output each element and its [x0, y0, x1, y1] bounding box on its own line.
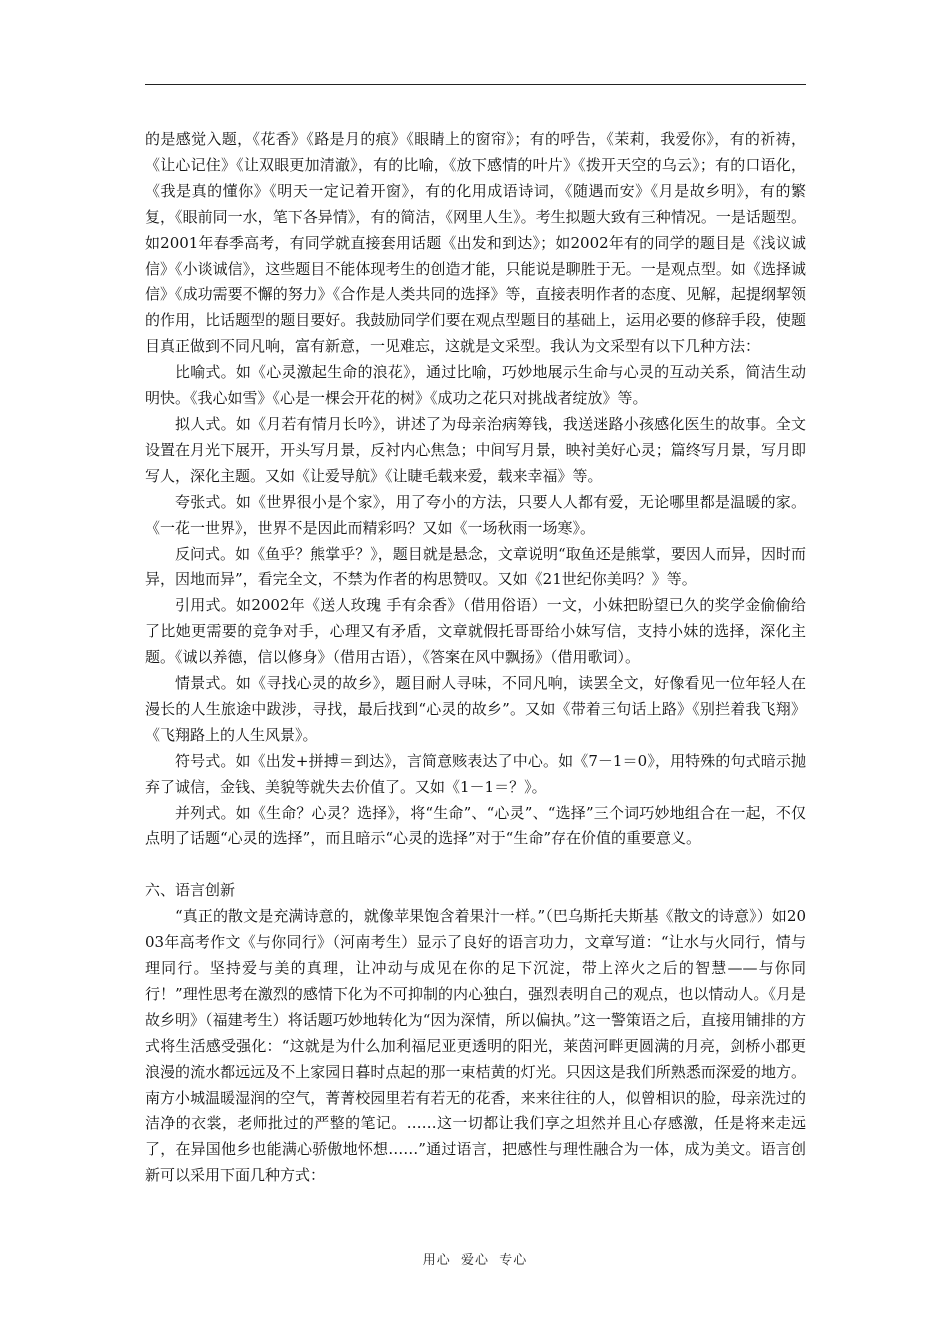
header-rule: [145, 84, 806, 85]
paragraph-gap: [145, 852, 806, 878]
section-paragraph: “真正的散文是充满诗意的，就像苹果饱含着果汁一样。”（巴乌斯托夫斯基《散文的诗意》）如2003年高考作文《与你同行》（河南考生）显示了良好的语言功力，文章写道：“让水与火同行，情与理同行。坚持爱与美的真理，让冲动与成见在你的足下沉淀，带上淬火之后的智慧——与你同行！”理性思考在激烈的感情下化为不可抑制的内心独白，强烈表明自己的观点，也以情动人。《月是故乡明》（福建考生）将话题巧妙地转化为“因为深情，所以偏执。”这一警策语之后，直接用铺排的方式将生活感受强化：“这就是为什么加利福尼亚更透明的阳光，莱茵河畔更圆满的月亮，剑桥小郡更浪漫的流水都远远及不上家园日暮时点起的那一束桔黄的灯光。只因这是我们所熟悉而深爱的地方。南方小城温暖湿润的空气，菁菁校园里若有若无的花香，来来往往的人，似曾相识的脸，母亲洗过的洁净的衣裳，老师批过的严整的笔记。……这一切都让我们享之坦然并且心存感激，任是将来走远了，在异国他乡也能满心骄傲地怀想……”通过语言，把感性与理性融合为一体，成为美文。语言创新可以采用下面几种方式：: [145, 907, 806, 1185]
section-title: 六、语言创新: [145, 881, 236, 900]
body-paragraph: 反问式。如《鱼乎？熊掌乎？》，题目就是悬念，文章说明“取鱼还是熊掌，要因人而异，因时而异，因地而异”，看完全文，不禁为作者的构思赞叹。又如《21世纪你美吗？》等。: [145, 544, 806, 589]
body-paragraph: 拟人式。如《月若有情月长吟》，讲述了为母亲治病筹钱，我送迷路小孩感化医生的故事。全文设置在月光下展开，开头写月景，反衬内心焦急；中间写月景，映衬美好心灵；篇终写月景，写月即写人，深化主题。又如《让爱导航》《让睫毛载来爱，载来幸福》等。: [145, 414, 806, 485]
body-paragraph: 情景式。如《寻找心灵的故乡》，题目耐人寻味，不同凡响，读罢全文，好像看见一位年轻人在漫长的人生旅途中跋涉，寻找，最后找到“心灵的故乡”。又如《带着三句话上路》《别拦着我飞翔》《飞翔路上的人生风景》。: [145, 674, 806, 744]
body-paragraph: 符号式。如《出发+拼搏＝到达》，言简意赅表达了中心。如《7－1＝0》，用特殊的句式暗示抛弃了诚信，金钱、美貌等就失去价值了。又如《1－1＝？》。: [145, 751, 806, 796]
body-paragraph: 并列式。如《生命？心灵？选择》，将“生命”、“心灵”、“选择”三个词巧妙地组合在一起，不仅点明了话题“心灵的选择”，而且暗示“心灵的选择”对于“生命”存在价值的重要意义。: [145, 803, 806, 848]
page-footer: 用心 爱心 专心: [422, 1253, 528, 1268]
document-body: [145, 127, 806, 1189]
body-paragraph: 引用式。如2002年《送人玫瑰 手有余香》（借用俗语）一文，小妹把盼望已久的奖学金偷偷给了比她更需要的竞争对手，心理又有矛盾，文章就假托哥哥给小妹写信，支持小妹的选择，深化主题。《诚以养德，信以修身》（借用古语），《答案在风中飘扬》（借用歌词）。: [145, 596, 806, 667]
body-paragraph: 夸张式。如《世界很小是个家》，用了夸小的方法，只要人人都有爱，无论哪里都是温暖的家。《一花一世界》，世界不是因此而精彩吗？又如《一场秋雨一场寒》。: [145, 492, 806, 537]
body-paragraph: 比喻式。如《心灵激起生命的浪花》，通过比喻，巧妙地展示生命与心灵的互动关系，简洁生动明快。《我心如雪》《心是一棵会开花的树》《成功之花只对挑战者绽放》等。: [145, 363, 806, 408]
body-paragraph: 的是感觉入题，《花香》《路是月的痕》《眼睛上的窗帘》；有的呼告，《茉莉，我爱你》，有的祈祷，《让心记住》《让双眼更加清澈》，有的比喻，《放下感情的叶片》《拨开天空的乌云》；有的口语化，《我是真的懂你》《明天一定记着开窗》，有的化用成语诗词，《随遇而安》《月是故乡明》，有的繁复，《眼前同一水，笔下各异情》，有的简洁，《网里人生》。考生拟题大致有三种情况。一是话题型。如2001年春季高考，有同学就直接套用话题《出发和到达》；如2002年有的同学的题目是《浅议诚信》《小谈诚信》，这些题目不能体现考生的创造才能，只能说是聊胜于无。一是观点型。如《选择诚信》《成功需要不懈的努力》《合作是人类共同的选择》等，直接表明作者的态度、见解，起提纲挈领的作用，比话题型的题目要好。我鼓励同学们要在观点型题目的基础上，运用必要的修辞手段，使题目真正做到不同凡响，富有新意，一见难忘，这就是文采型。我认为文采型有以下几种方法：: [145, 130, 806, 356]
